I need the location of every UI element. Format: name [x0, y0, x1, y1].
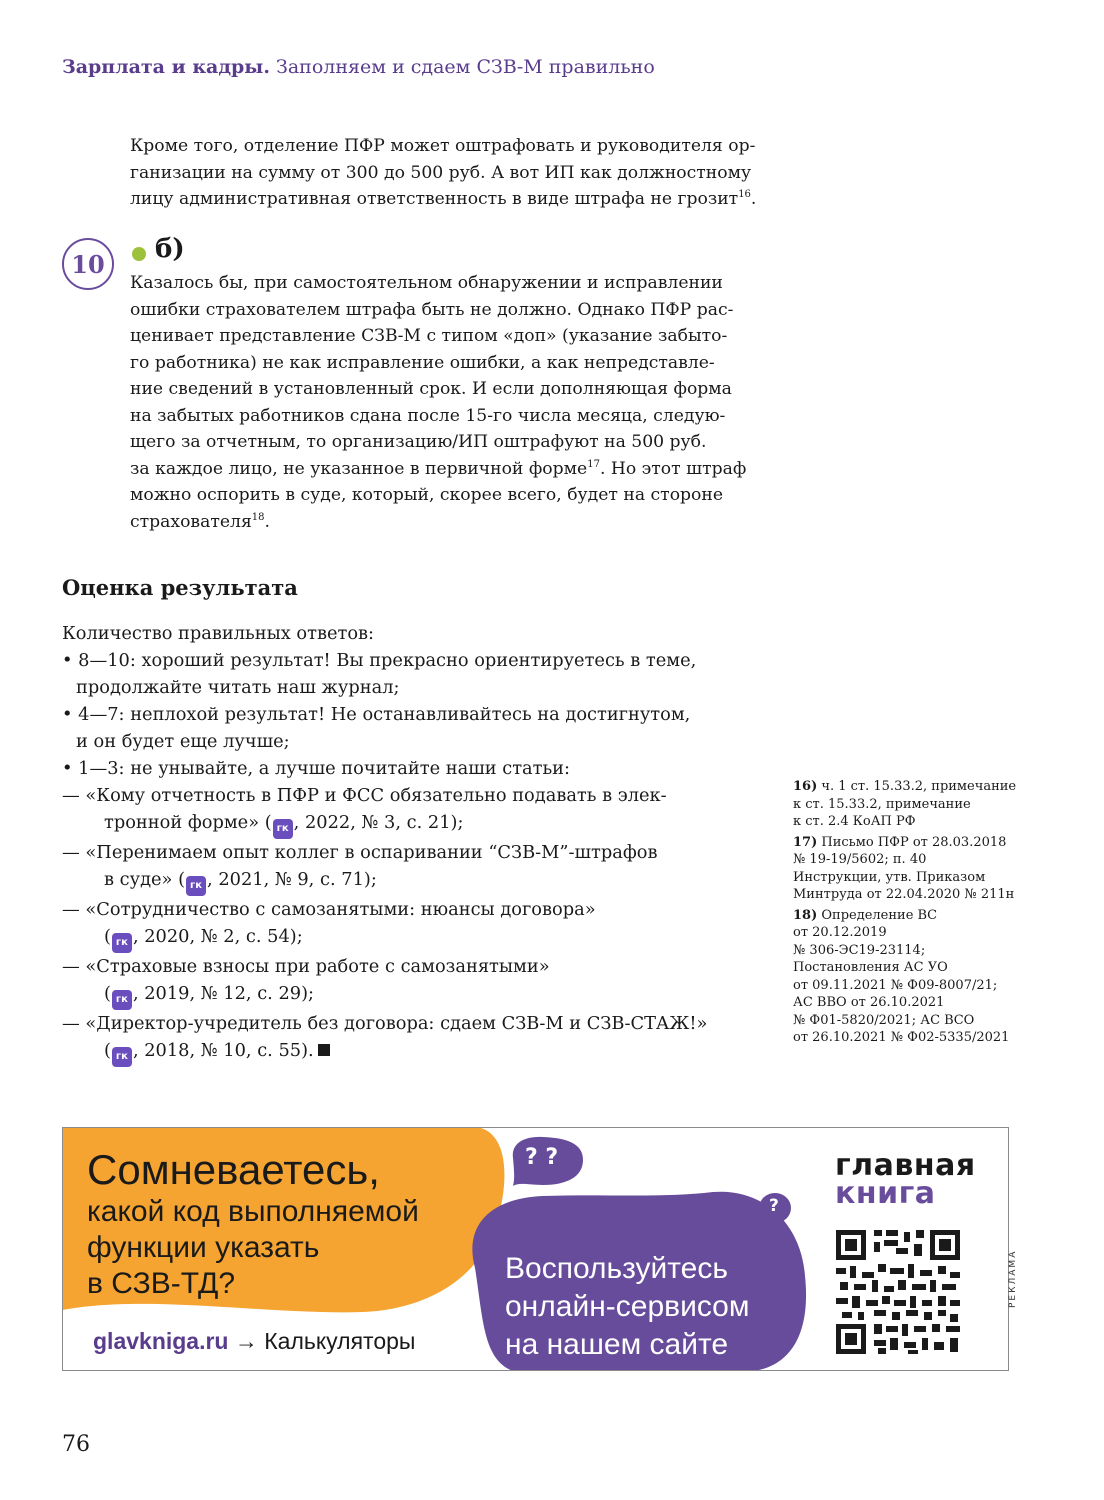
end-of-article-square	[318, 1044, 330, 1056]
text-line: ние сведений в установленный срок. И если дополняющая форма	[130, 379, 732, 399]
running-header	[62, 56, 655, 78]
text-line: щего за отчетным, то организацию/ИП оштрафуют на 500 руб.	[130, 432, 707, 452]
answer-label: б)	[155, 234, 185, 264]
text-line: можно оспорить в суде, который, скорее всего, будет на стороне	[130, 485, 724, 505]
footnote-17: 17) Письмо ПФР от 28.03.2018 № 19-19/5602; п. 40 Инструкции, утв. Приказом Минтруда от 22.04.2020 № 211н	[793, 834, 1015, 902]
article-link[interactable]: — «Страховые взносы при работе с самозанятыми»	[62, 956, 550, 977]
text-line: ганизации на сумму от 300 до 500 руб. А вот ИП как должностному	[130, 162, 752, 183]
text-line: ценивает представление СЗВ-М с типом «доп» (указание забыто-	[130, 326, 728, 346]
answer-paragraph	[130, 270, 747, 535]
article-ref: ( гк , 2019, № 12, с. 29);	[62, 980, 752, 1010]
ad-domain: glavkniga.ru	[93, 1328, 229, 1354]
footnote-16: 16) ч. 1 ст. 15.33.2, примечание к ст. 15.33.2, примечание к ст. 2.4 КоАП РФ	[793, 779, 1017, 829]
footnote-ref-16[interactable]: 16	[738, 189, 751, 200]
article-ref: тронной форме» ( гк , 2022, № 3, с. 21);	[62, 809, 752, 839]
ad-label: РЕКЛАМА	[1008, 1249, 1018, 1308]
gk-logo-icon: гк	[112, 990, 132, 1010]
list-intro: Количество правильных ответов:	[62, 623, 375, 644]
text-line: за каждое лицо, не указанное в первичной форме$^{17}$. Но этот штраф	[130, 458, 747, 479]
ad-headline-cont: какой код выполняемой функции указать в СЗВ-ТД?	[87, 1195, 419, 1300]
advertisement-banner[interactable]	[62, 1127, 1009, 1371]
ad-site-link[interactable]: glavkniga.ru → Калькуляторы	[93, 1328, 416, 1354]
article-link[interactable]: — «Кому отчетность в ПФР и ФСС обязательно подавать в элек-	[62, 785, 667, 806]
page-number: 76	[62, 1432, 90, 1457]
list-item-cont: продолжайте читать наш журнал;	[76, 677, 400, 698]
footnote-ref-17[interactable]: 17	[587, 458, 600, 470]
list-item-cont: и он будет еще лучше;	[76, 731, 290, 752]
section-name: Зарплата и кадры.	[62, 56, 270, 78]
footnote-ref-18[interactable]: 18	[251, 511, 265, 523]
gk-logo-icon: гк	[273, 819, 293, 839]
article-link[interactable]: — «Сотрудничество с самозанятыми: нюансы договора»	[62, 899, 596, 920]
list-item: • 8—10: хороший результат! Вы прекрасно ориентируетесь в теме,	[62, 650, 697, 671]
list-item: • 4—7: неплохой результат! Не останавливайтесь на достигнутом,	[62, 704, 691, 725]
list-item: • 1—3: не унывайте, а лучше почитайте наши статьи:	[62, 758, 570, 779]
evaluation-list	[62, 620, 752, 1067]
answer-marker-dot	[132, 247, 146, 261]
article-ref: ( гк , 2020, № 2, с. 54);	[62, 923, 752, 953]
footnotes	[793, 778, 1023, 1050]
text-line: го работника) не как исправление ошибки, а как непредставле-	[130, 352, 715, 373]
ad-section: Калькуляторы	[264, 1328, 416, 1354]
section-heading: Оценка результата	[62, 575, 298, 600]
text-line: Кроме того, отделение ПФР может оштрафовать и руководителя ор-	[130, 136, 756, 156]
gk-logo-icon: гк	[186, 876, 206, 896]
footnote-18: 18) Определение ВС от 20.12.2019 № 306-ЭС19-23114; Постановления АС УО от 09.11.2021 № Ф09-8007/21; АС ВВО от 26.10.2021 № Ф01-5820/2021; АС ВСО от 26.10.2021 № Ф02-5335/2021	[793, 907, 1010, 1045]
question-mark-icon: ?	[769, 1196, 779, 1216]
gk-logo-icon: гк	[112, 933, 132, 953]
brand-logo: главная книга	[835, 1148, 976, 1211]
question-marks-icon: ? ?	[525, 1145, 559, 1170]
text-line: страхователя$^{18}$.	[130, 511, 270, 532]
ad-call-to-action: Воспользуйтесь онлайн-сервисом на нашем сайте	[505, 1252, 750, 1361]
ad-headline: Сомневаетесь,	[87, 1146, 380, 1193]
article-title: Заполняем и сдаем СЗВ-М правильно	[276, 56, 655, 78]
article-ref: ( гк , 2018, № 10, с. 55).	[62, 1037, 752, 1067]
article-link[interactable]: — «Перенимаем опыт коллег в оспаривании “СЗВ-М”-штрафов	[62, 842, 658, 863]
qr-code	[834, 1228, 962, 1356]
article-link[interactable]: — «Директор-учредитель без договора: сдаем СЗВ-М и СЗВ-СТАЖ!»	[62, 1013, 708, 1034]
text-line: на забытых работников сдана после 15-го числа месяца, следую-	[130, 405, 726, 426]
intro-paragraph	[130, 133, 757, 213]
text-line: ошибки страхователем штрафа быть не должно. Однако ПФР рас-	[130, 299, 734, 320]
question-number-badge: 10	[62, 238, 114, 290]
text-line: Казалось бы, при самостоятельном обнаружении и исправлении	[130, 273, 723, 293]
gk-logo-icon: гк	[112, 1047, 132, 1067]
article-ref: в суде» ( гк , 2021, № 9, с. 71);	[62, 866, 752, 896]
text-line: лицу административная ответственность в виде штрафа не грозит$^{16}$.	[130, 189, 757, 209]
